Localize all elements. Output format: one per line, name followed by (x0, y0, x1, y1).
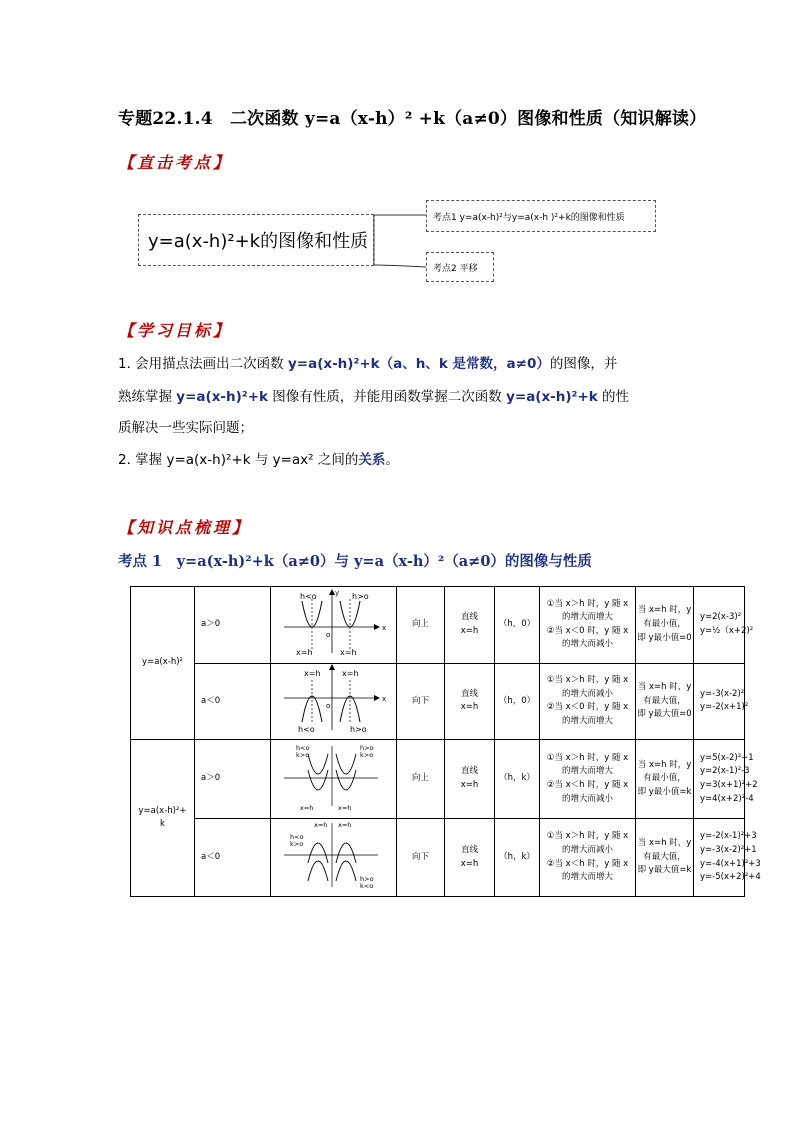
kaodian-1-heading: 考点 1 y=a(x-h)²+k（a≠0）与 y=a（x-h）²（a≠0）的图像与性质 (118, 553, 592, 570)
function-cell: y=a(x-h)² (131, 587, 195, 740)
section-heading-kaodian: 【直击考点】 (118, 153, 233, 172)
extreme-cell: 当 x=h 时，y 有最小值， 即 y最小值=0 (636, 587, 694, 664)
graph-label: k>o (295, 751, 309, 760)
objective-line-1: 1. 会用描点法画出二次函数 y=a(x-h)²+k（a、h、k 是常数，a≠0）的图像，并 (118, 356, 618, 372)
graph-cell (271, 663, 397, 740)
graph-label: h>o (349, 724, 367, 734)
objective-line-3: 质解决一些实际问题； (118, 420, 253, 436)
graph-cell (271, 818, 397, 897)
graph-label: k>o (289, 839, 303, 848)
extreme-cell: 当 x=h 时，y 有最小值， 即 y最小值=k (636, 740, 694, 819)
page-title: 专题22.1.4 二次函数 y=a（x-h）² +k（a≠0）图像和性质（知识解读） (118, 109, 707, 129)
function-cell: y=a(x-h)²+ k (131, 740, 195, 897)
opening-cell: 向下 (397, 663, 445, 740)
graph-label: x=h (299, 804, 313, 813)
svg-text:y: y (334, 589, 339, 597)
svg-text:o: o (325, 701, 330, 710)
mindmap-root: y=a(x-h)²+k的图像和性质 (138, 214, 374, 266)
opening-cell: 向下 (397, 818, 445, 897)
monotonicity-cell: ①当 x＞h 时，y 随 x 的增大而增大 ②当 x＜h 时，y 随 x 的增大而减小 (540, 740, 636, 819)
condition-cell: a＞0 (195, 587, 271, 664)
graph-label: h<o (299, 592, 317, 601)
vertex-cell: （h，k） (495, 818, 540, 897)
svg-text:x: x (381, 694, 386, 703)
vertex-cell: （h，0） (495, 663, 540, 740)
monotonicity-cell: ①当 x＞h 时，y 随 x 的增大而减小 ②当 x＜h 时，y 随 x 的增大而增大 (540, 818, 636, 897)
mindmap-connector (370, 205, 430, 275)
graph-label: h>o (351, 592, 369, 601)
opening-cell: 向上 (397, 587, 445, 664)
condition-cell: a＜0 (195, 818, 271, 897)
mindmap-node-1: 考点1 y=a(x-h)²与y=a(x-h )²+k的图像和性质 (426, 200, 656, 232)
condition-cell: a＜0 (195, 663, 271, 740)
vertex-cell: （h，k） (495, 740, 540, 819)
monotonicity-cell: ①当 x＞h 时，y 随 x 的增大而减小 ②当 x＜0 时，y 随 x 的增大而增大 (540, 663, 636, 740)
axis-cell: 直线 x=h (445, 587, 495, 664)
examples-cell: y=2(x-3)² y=½（x+2)² (694, 587, 745, 664)
examples-cell: y=-2(x-1)²+3 y=-3(x-2)²+1 y=-4(x+1)²+3 y=-5(x+2)²+4 (694, 818, 745, 897)
graph-label: x=h (295, 648, 313, 657)
parabola-graph-down (274, 664, 394, 734)
graph-label: x=h (341, 668, 359, 678)
parabola-graph-shifted-up (274, 740, 394, 812)
objective-line-4: 2. 掌握 y=a(x-h)²+k 与 y=ax² 之间的关系。 (118, 452, 399, 468)
objective-line-2: 熟练掌握 y=a(x-h)²+k 图像有性质，并能用函数掌握二次函数 y=a(x-h)²+k 的性 (118, 389, 630, 405)
graph-label: k>o (359, 751, 373, 760)
table-row (131, 663, 745, 740)
opening-cell: 向上 (397, 740, 445, 819)
graph-label: h<o (295, 744, 310, 753)
table-row (131, 587, 745, 664)
parabola-graph-shifted-down (274, 819, 394, 891)
axis-cell: 直线 x=h (445, 663, 495, 740)
table-row (131, 818, 745, 897)
graph-label: x=h (339, 648, 357, 657)
axis-cell: 直线 x=h (445, 740, 495, 819)
properties-table (130, 586, 761, 897)
graph-label: h>o (359, 874, 374, 883)
graph-label: x=h (313, 820, 327, 829)
graph-label: x=h (337, 804, 351, 813)
graph-label: h<o (289, 832, 304, 841)
graph-label: k<o (359, 881, 373, 890)
examples-cell: y=-3(x-2)² y=-2(x+1)² (694, 663, 745, 740)
examples-cell: y=5(x-2)²+1 y=2(x-1)²-3 y=3(x+1)²+2 y=4(x+2)²-4 (694, 740, 745, 819)
graph-label: x=h (337, 820, 351, 829)
graph-label: x=h (303, 668, 321, 678)
extreme-cell: 当 x=h 时，y 有最大值， 即 y最大值=k (636, 818, 694, 897)
monotonicity-cell: ①当 x＞h 时，y 随 x 的增大而增大 ②当 x＜0 时，y 随 x 的增大而减小 (540, 587, 636, 664)
svg-text:o: o (325, 631, 330, 639)
section-heading-objectives: 【学习目标】 (118, 321, 233, 340)
graph-cell (271, 587, 397, 664)
graph-cell (271, 740, 397, 819)
parabola-graph-up (274, 587, 394, 657)
svg-text:x: x (381, 624, 386, 632)
section-heading-summary: 【知识点梳理】 (118, 518, 252, 537)
mindmap-node-2: 考点2 平移 (426, 252, 494, 282)
graph-label: h<o (297, 724, 315, 734)
extreme-cell: 当 x=h 时，y 有最大值， 即 y最大值=0 (636, 663, 694, 740)
vertex-cell: （h，0） (495, 587, 540, 664)
condition-cell: a＞0 (195, 740, 271, 819)
axis-cell: 直线 x=h (445, 818, 495, 897)
table-row (131, 740, 745, 819)
graph-label: h>o (359, 744, 374, 753)
